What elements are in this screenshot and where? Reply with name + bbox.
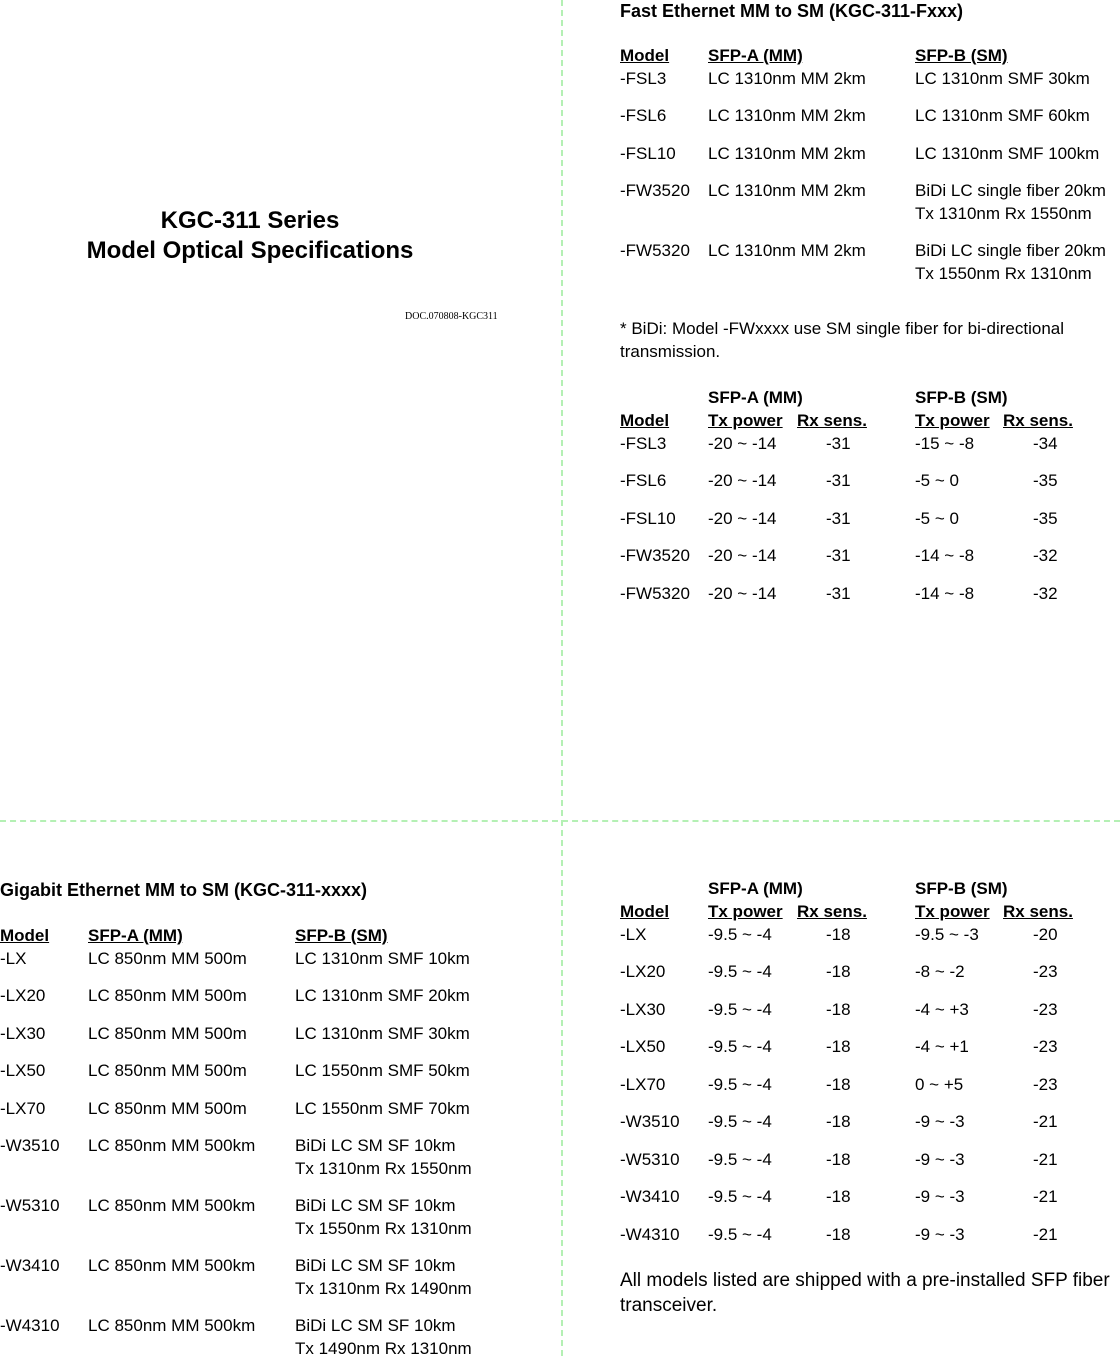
row-b-tx: -9 ~ -3 xyxy=(915,1225,965,1244)
row-model: -FSL3 xyxy=(620,69,667,88)
row-b-tx: 0 ~ +5 xyxy=(915,1075,964,1094)
row-sfp-b: BiDi LC single fiber 20km xyxy=(915,241,1106,260)
row-b-rx: -21 xyxy=(1033,1187,1058,1206)
row-sfp-b: LC 1550nm SMF 50km xyxy=(295,1061,470,1080)
gig-power-col-model: Model xyxy=(620,902,670,921)
row-sfp-b-detail: Tx 1310nm Rx 1490nm xyxy=(295,1279,472,1298)
row-model: -FSL6 xyxy=(620,471,667,490)
row-b-rx: -35 xyxy=(1033,509,1058,528)
row-b-tx: -14 ~ -8 xyxy=(915,546,975,565)
row-sfp-b-detail: Tx 1490nm Rx 1310nm xyxy=(295,1339,472,1358)
row-model: -LX30 xyxy=(0,1024,46,1043)
gig-col-model: Model xyxy=(0,926,50,945)
row-model: -LX70 xyxy=(0,1099,46,1118)
row-sfp-a: LC 850nm MM 500m xyxy=(88,986,247,1005)
row-model: -W4310 xyxy=(620,1225,680,1244)
row-sfp-b: LC 1310nm SMF 30km xyxy=(295,1024,470,1043)
row-a-rx: -18 xyxy=(826,1075,851,1094)
row-model: -W4310 xyxy=(0,1316,60,1335)
row-model: -LX xyxy=(0,949,27,968)
row-b-tx: -15 ~ -8 xyxy=(915,434,975,453)
row-b-rx: -32 xyxy=(1033,546,1058,565)
row-model: -LX30 xyxy=(620,1000,666,1019)
row-a-rx: -31 xyxy=(826,584,851,603)
row-a-tx: -20 ~ -14 xyxy=(708,471,777,490)
row-a-rx: -18 xyxy=(826,925,851,944)
row-b-rx: -23 xyxy=(1033,1037,1058,1056)
row-a-tx: -20 ~ -14 xyxy=(708,509,777,528)
row-a-tx: -9.5 ~ -4 xyxy=(708,1000,772,1019)
fast-ethernet-heading: Fast Ethernet MM to SM (KGC-311-Fxxx) xyxy=(620,1,964,21)
row-sfp-a: LC 1310nm MM 2km xyxy=(708,241,866,260)
row-model: -LX20 xyxy=(0,986,46,1005)
row-sfp-b-detail: Tx 1550nm Rx 1310nm xyxy=(915,264,1092,283)
row-b-tx: -9 ~ -3 xyxy=(915,1112,965,1131)
row-a-tx: -9.5 ~ -4 xyxy=(708,1225,772,1244)
fast-power-col-model: Model xyxy=(620,411,670,430)
cover-title-line2: Model Optical Specifications xyxy=(86,237,414,264)
fast-power-col-b-rx: Rx sens. xyxy=(1003,411,1073,430)
row-sfp-b: LC 1310nm SMF 30km xyxy=(915,69,1090,88)
row-sfp-b: LC 1310nm SMF 10km xyxy=(295,949,470,968)
row-a-rx: -18 xyxy=(826,1112,851,1131)
row-sfp-a: LC 850nm MM 500m xyxy=(88,1061,247,1080)
row-model: -LX70 xyxy=(620,1075,666,1094)
row-a-rx: -31 xyxy=(826,471,851,490)
row-sfp-a: LC 1310nm MM 2km xyxy=(708,106,866,125)
row-a-tx: -9.5 ~ -4 xyxy=(708,1075,772,1094)
gig-power-col-a-tx: Tx power xyxy=(708,902,783,921)
row-sfp-b: BiDi LC SM SF 10km xyxy=(295,1316,456,1335)
row-b-tx: -9.5 ~ -3 xyxy=(915,925,979,944)
row-sfp-a: LC 850nm MM 500km xyxy=(88,1256,256,1275)
row-model: -FW3520 xyxy=(620,546,690,565)
row-sfp-a: LC 850nm MM 500m xyxy=(88,949,247,968)
row-a-rx: -31 xyxy=(826,546,851,565)
row-model: -W5310 xyxy=(620,1150,680,1169)
fast-col-sfp-a: SFP-A (MM) xyxy=(708,46,803,65)
row-b-rx: -35 xyxy=(1033,471,1058,490)
row-model: -FW3520 xyxy=(620,181,690,200)
horizontal-fold-line xyxy=(0,820,1120,822)
shipping-note: All models listed are shipped with a pre-installed SFP fiber transceiver. xyxy=(620,1270,1110,1316)
gigabit-ethernet-heading: Gigabit Ethernet MM to SM (KGC-311-xxxx) xyxy=(0,880,368,900)
row-sfp-b-detail: Tx 1310nm Rx 1550nm xyxy=(915,204,1092,223)
fast-power-group-sfp-b: SFP-B (SM) xyxy=(915,388,1008,407)
row-b-tx: -8 ~ -2 xyxy=(915,962,965,981)
fast-power-group-sfp-a: SFP-A (MM) xyxy=(708,388,803,407)
fast-power-col-a-rx: Rx sens. xyxy=(797,411,867,430)
row-model: -W5310 xyxy=(0,1196,60,1215)
row-model: -FW5320 xyxy=(620,584,690,603)
row-b-tx: -5 ~ 0 xyxy=(915,509,959,528)
row-b-tx: -5 ~ 0 xyxy=(915,471,959,490)
fast-col-sfp-b: SFP-B (SM) xyxy=(915,46,1008,65)
row-b-tx: -9 ~ -3 xyxy=(915,1150,965,1169)
row-sfp-b-detail: Tx 1550nm Rx 1310nm xyxy=(295,1219,472,1238)
row-b-tx: -4 ~ +1 xyxy=(915,1037,969,1056)
gig-col-sfp-b: SFP-B (SM) xyxy=(295,926,388,945)
row-a-tx: -9.5 ~ -4 xyxy=(708,1150,772,1169)
row-sfp-b: LC 1310nm SMF 20km xyxy=(295,986,470,1005)
row-b-tx: -14 ~ -8 xyxy=(915,584,975,603)
row-model: -LX50 xyxy=(620,1037,666,1056)
row-b-rx: -34 xyxy=(1033,434,1058,453)
row-b-rx: -20 xyxy=(1033,925,1058,944)
row-model: -FSL10 xyxy=(620,144,676,163)
row-b-rx: -21 xyxy=(1033,1112,1058,1131)
gig-power-col-b-rx: Rx sens. xyxy=(1003,902,1073,921)
row-sfp-a: LC 1310nm MM 2km xyxy=(708,144,866,163)
row-sfp-b: BiDi LC SM SF 10km xyxy=(295,1136,456,1155)
row-a-rx: -31 xyxy=(826,434,851,453)
row-sfp-b: LC 1310nm SMF 60km xyxy=(915,106,1090,125)
row-a-tx: -9.5 ~ -4 xyxy=(708,1187,772,1206)
gig-power-group-sfp-b: SFP-B (SM) xyxy=(915,879,1008,898)
row-sfp-b: LC 1550nm SMF 70km xyxy=(295,1099,470,1118)
row-sfp-a: LC 1310nm MM 2km xyxy=(708,69,866,88)
row-sfp-b: BiDi LC SM SF 10km xyxy=(295,1256,456,1275)
row-sfp-a: LC 850nm MM 500km xyxy=(88,1316,256,1335)
row-sfp-b: BiDi LC single fiber 20km xyxy=(915,181,1106,200)
row-a-rx: -18 xyxy=(826,1150,851,1169)
row-sfp-a: LC 850nm MM 500m xyxy=(88,1024,247,1043)
row-model: -FSL6 xyxy=(620,106,667,125)
row-a-rx: -31 xyxy=(826,509,851,528)
row-b-tx: -9 ~ -3 xyxy=(915,1187,965,1206)
row-sfp-b: BiDi LC SM SF 10km xyxy=(295,1196,456,1215)
fast-power-col-b-tx: Tx power xyxy=(915,411,990,430)
row-sfp-a: LC 850nm MM 500km xyxy=(88,1136,256,1155)
row-b-rx: -23 xyxy=(1033,962,1058,981)
row-a-tx: -9.5 ~ -4 xyxy=(708,1037,772,1056)
row-b-rx: -21 xyxy=(1033,1225,1058,1244)
row-model: -FW5320 xyxy=(620,241,690,260)
fast-power-col-a-tx: Tx power xyxy=(708,411,783,430)
row-b-rx: -23 xyxy=(1033,1075,1058,1094)
row-model: -FSL10 xyxy=(620,509,676,528)
row-b-rx: -21 xyxy=(1033,1150,1058,1169)
row-a-rx: -18 xyxy=(826,1187,851,1206)
row-sfp-b: LC 1310nm SMF 100km xyxy=(915,144,1100,163)
row-a-rx: -18 xyxy=(826,1037,851,1056)
row-model: -W3510 xyxy=(620,1112,680,1131)
gig-power-col-a-rx: Rx sens. xyxy=(797,902,867,921)
bidi-note: * BiDi: Model -FWxxxx use SM single fiber for bi-directional transmission. xyxy=(620,319,1065,361)
row-a-tx: -9.5 ~ -4 xyxy=(708,962,772,981)
row-sfp-a: LC 1310nm MM 2km xyxy=(708,181,866,200)
row-sfp-a: LC 850nm MM 500m xyxy=(88,1099,247,1118)
row-model: -W3410 xyxy=(0,1256,60,1275)
row-b-rx: -23 xyxy=(1033,1000,1058,1019)
row-sfp-b-detail: Tx 1310nm Rx 1550nm xyxy=(295,1159,472,1178)
gig-power-col-b-tx: Tx power xyxy=(915,902,990,921)
row-b-tx: -4 ~ +3 xyxy=(915,1000,969,1019)
fast-col-model: Model xyxy=(620,46,670,65)
row-a-rx: -18 xyxy=(826,962,851,981)
gig-power-group-sfp-a: SFP-A (MM) xyxy=(708,879,803,898)
row-a-rx: -18 xyxy=(826,1225,851,1244)
row-a-tx: -9.5 ~ -4 xyxy=(708,1112,772,1131)
vertical-fold-line xyxy=(561,0,563,1356)
row-b-rx: -32 xyxy=(1033,584,1058,603)
row-model: -LX20 xyxy=(620,962,666,981)
gig-col-sfp-a: SFP-A (MM) xyxy=(88,926,183,945)
row-a-tx: -20 ~ -14 xyxy=(708,546,777,565)
row-a-tx: -20 ~ -14 xyxy=(708,584,777,603)
row-model: -LX50 xyxy=(0,1061,46,1080)
row-a-rx: -18 xyxy=(826,1000,851,1019)
row-model: -W3510 xyxy=(0,1136,60,1155)
row-sfp-a: LC 850nm MM 500km xyxy=(88,1196,256,1215)
row-model: -W3410 xyxy=(620,1187,680,1206)
cover-title-line1: KGC-311 Series xyxy=(160,207,340,234)
row-a-tx: -9.5 ~ -4 xyxy=(708,925,772,944)
row-a-tx: -20 ~ -14 xyxy=(708,434,777,453)
row-model: -FSL3 xyxy=(620,434,667,453)
row-model: -LX xyxy=(620,925,647,944)
document-id: DOC.070808-KGC311 xyxy=(405,311,498,322)
